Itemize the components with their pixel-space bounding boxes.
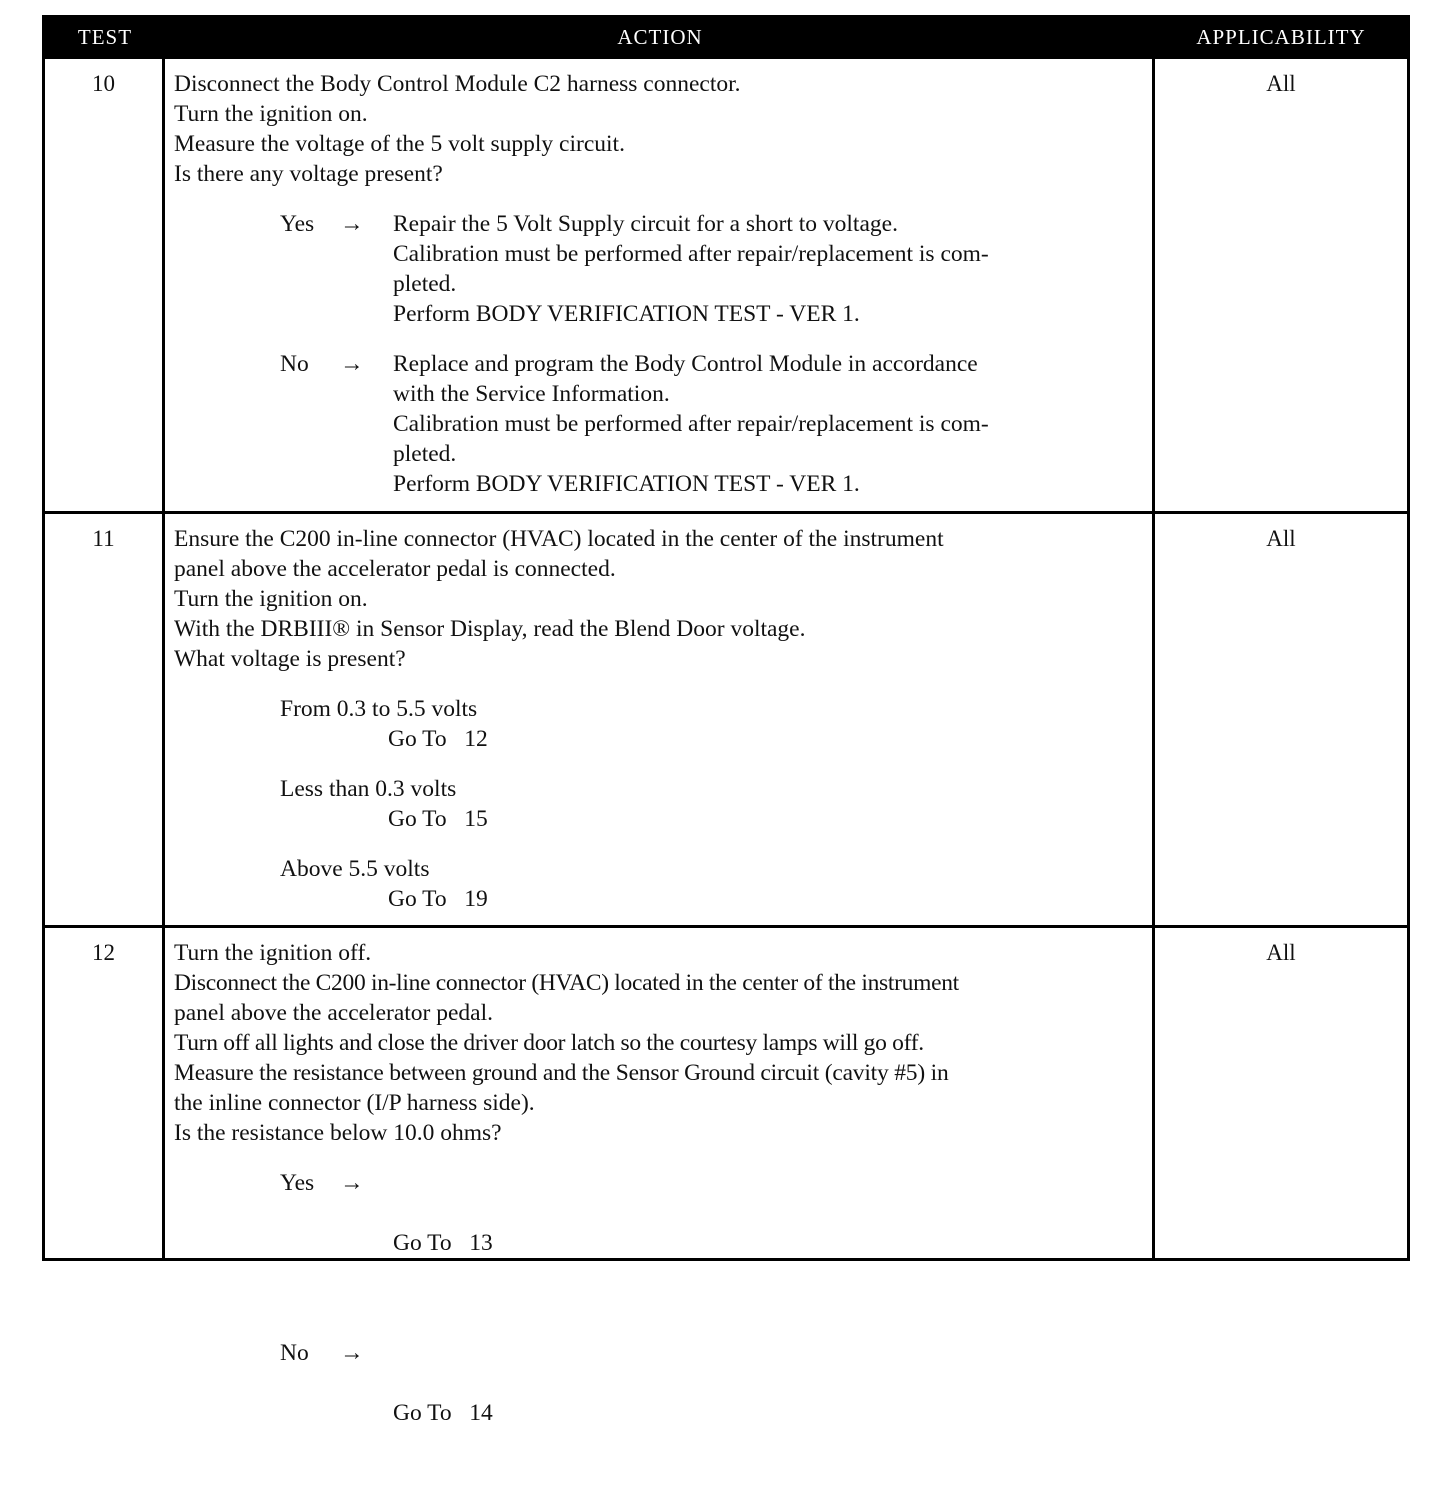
arrow-icon: → xyxy=(340,1340,364,1366)
answer-result xyxy=(393,209,1144,329)
result-line: Perform BODY VERIFICATION TEST - VER 1. xyxy=(393,471,860,497)
answer-yes xyxy=(174,209,1144,329)
answer-result xyxy=(393,349,1144,499)
answer-yes xyxy=(174,1168,1144,1318)
action-line: Turn off all lights and close the driver door latch so the courtesy lamps will go off. xyxy=(174,1030,924,1056)
answer-label: No xyxy=(280,351,309,377)
action-line: Measure the resistance between ground and the Sensor Ground circuit (cavity #5) in xyxy=(174,1060,949,1086)
test-applicability: All xyxy=(1266,940,1296,965)
test-action xyxy=(165,928,1155,1426)
action-line: Disconnect the C200 in-line connector (HVAC) located in the center of the instrument xyxy=(174,970,959,996)
result-line: Go To 14 xyxy=(393,1400,493,1426)
test-number: 11 xyxy=(45,514,165,925)
answer-no xyxy=(174,349,1144,499)
result-line: Calibration must be performed after repair/replacement is com- xyxy=(393,411,989,437)
result-line: Go To 13 xyxy=(393,1230,493,1256)
range-goto: Go To 12 xyxy=(388,726,488,752)
arrow-icon: → xyxy=(340,211,364,237)
voltage-range xyxy=(280,774,1144,834)
result-line: Replace and program the Body Control Module in accordance xyxy=(393,351,978,377)
action-line: What voltage is present? xyxy=(174,646,406,672)
voltage-range xyxy=(280,694,1144,754)
action-line: panel above the accelerator pedal is connected. xyxy=(174,556,616,582)
action-line: Turn the ignition off. xyxy=(174,940,372,966)
test-row-11 xyxy=(45,511,1407,925)
answer-label: Yes xyxy=(280,1170,315,1196)
voltage-range-list xyxy=(174,694,1144,914)
result-line: Perform BODY VERIFICATION TEST - VER 1. xyxy=(393,301,860,327)
table-header xyxy=(45,18,1407,56)
answer-result xyxy=(393,1168,1144,1318)
test-row-10 xyxy=(45,56,1407,511)
test-number: 10 xyxy=(45,59,165,511)
header-test: TEST xyxy=(77,24,133,49)
action-line: Turn the ignition on. xyxy=(174,586,368,612)
diagnostic-test-table xyxy=(42,15,1410,1426)
test-number: 12 xyxy=(45,928,165,1258)
result-line: Repair the 5 Volt Supply circuit for a short to voltage. xyxy=(393,211,898,237)
result-line: pleted. xyxy=(393,271,457,297)
voltage-range xyxy=(280,854,1144,914)
action-line: the inline connector (I/P harness side). xyxy=(174,1090,535,1116)
answer-no xyxy=(174,1338,1144,1488)
answer-label: Yes xyxy=(280,211,315,237)
test-applicability: All xyxy=(1266,526,1296,551)
answer-result xyxy=(393,1338,1144,1488)
action-line: Ensure the C200 in-line connector (HVAC) located in the center of the instrument xyxy=(174,526,944,552)
result-line: with the Service Information. xyxy=(393,381,670,407)
range-condition: From 0.3 to 5.5 volts xyxy=(280,696,478,722)
test-applicability: All xyxy=(1266,71,1296,96)
range-goto: Go To 15 xyxy=(388,806,488,832)
answer-list xyxy=(174,209,1144,499)
header-action: ACTION xyxy=(617,24,703,49)
range-goto: Go To 19 xyxy=(388,886,488,912)
test-action xyxy=(165,59,1155,511)
arrow-icon: → xyxy=(340,1170,364,1196)
result-line: pleted. xyxy=(393,441,457,467)
answer-list xyxy=(174,1168,1144,1488)
test-row-12 xyxy=(45,925,1407,1426)
arrow-icon: → xyxy=(340,351,364,377)
action-line: With the DRBIII® in Sensor Display, read the Blend Door voltage. xyxy=(174,616,806,642)
range-condition: Less than 0.3 volts xyxy=(280,776,457,802)
action-line: Turn the ignition on. xyxy=(174,101,368,127)
range-condition: Above 5.5 volts xyxy=(280,856,430,882)
action-line: panel above the accelerator pedal. xyxy=(174,1000,494,1026)
action-line: Measure the voltage of the 5 volt supply circuit. xyxy=(174,131,625,157)
test-action xyxy=(165,514,1155,925)
header-applicability: APPLICABILITY xyxy=(1196,24,1366,49)
result-line: Calibration must be performed after repair/replacement is com- xyxy=(393,241,989,267)
answer-label: No xyxy=(280,1340,309,1366)
action-line: Is there any voltage present? xyxy=(174,161,443,187)
action-line: Disconnect the Body Control Module C2 harness connector. xyxy=(174,71,741,97)
action-line: Is the resistance below 10.0 ohms? xyxy=(174,1120,502,1146)
